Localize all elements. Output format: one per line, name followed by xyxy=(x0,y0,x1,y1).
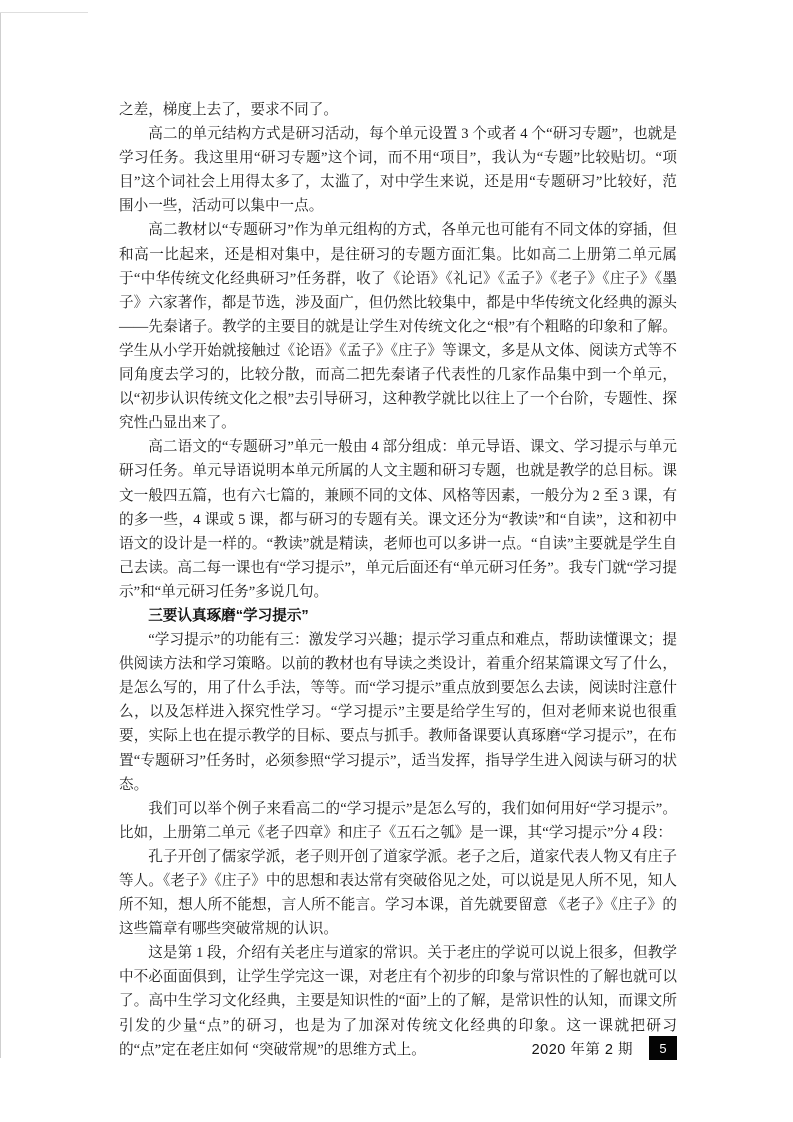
article-body xyxy=(119,98,677,1062)
page-footer xyxy=(532,1035,677,1061)
paragraph: “学习提示”的功能有三：激发学习兴趣；提示学习重点和难点，帮助读懂课文；提供阅读方法和学习策略。以前的教材也有导读之类设计，着重介绍某篇课文写了什么，是怎么写的，用了什么手法，等等。而“学习提示”重点放到要怎么去读，阅读时注意什么，以及怎样进入探究性学习。“学习提示”主要是给学生写的，但对老师来说也很重要，实际上也在提示教学的目标、要点与抓手。教师备课要认真琢磨“学习提示”，在布置“专题研习”任务时，必须参照“学习提示”，适当发挥，指导学生进入阅读与研习的状态。 xyxy=(119,632,677,793)
paragraph: 我们可以举个例子来看高二的“学习提示”是怎么写的，我们如何用好“学习提示”。比如，上册第二单元《老子四章》和庄子《五石之瓠》是一课，其“学习提示”分 4 段： xyxy=(119,800,677,841)
paragraph: 之差，梯度上去了，要求不同了。 xyxy=(119,102,338,118)
page-edge-line-left xyxy=(0,12,1,1058)
paragraph: 高二语文的“专题研习”单元一般由 4 部分组成：单元导语、课文、学习提示与单元研习任务。单元导语说明本单元所属的人文主题和研习专题，也就是教学的总目标。课文一般四五篇，也有六七篇的，兼顾不同的文体、风格等因素，一般分为 2 至 3 课，有的多一些，4 课或 5 课，都与研习的专题有关。课文还分为“教读”和“自读”，这和初中语文的设计是一样的。“教读”就是精读，老师也可以多讲一点。“自读”主要就是学生自己去读。高二每一课也有“学习提示”，单元后面还有“单元研习任务”。我专门就“学习提示”和“单元研习任务”多说几句。 xyxy=(119,439,677,600)
page-number-badge: 5 xyxy=(649,1036,677,1060)
section-heading: 三要认真琢磨“学习提示” xyxy=(148,607,309,624)
page-edge-line-top xyxy=(0,12,88,13)
paragraph: 高二的单元结构方式是研习活动，每个单元设置 3 个或者 4 个“研习专题”，也就是学习任务。我这里用“研习专题”这个词，而不用“项目”，我认为“专题”比较贴切。“项目”这个词社会上用得太多了，太滥了，对中学生来说，还是用“专题研习”比较好，范围小一些，活动可以集中一点。 xyxy=(119,126,677,215)
paragraph: 这是第 1 段，介绍有关老庄与道家的常识。关于老庄的学说可以说上很多，但教学中不必面面俱到，让学生学完这一课，对老庄有个初步的印象与常识性的了解也就可以了。高中生学习文化经典，主要是知识性的“面”上的了解，是常识性的认知，而课文所引发的少量“点”的研习，也是为了加深对传统文化经典的印象。这一课就把研习的“点”定在老庄如何 “突破常规”的思维方式上。 xyxy=(119,945,677,1058)
issue-label: 2020 年第 2 期 xyxy=(531,1041,633,1058)
paragraph: 高二教材以“专题研习”作为单元组构的方式，各单元也可能有不同文体的穿插，但和高一比起来，还是相对集中，是往研习的专题方面汇集。比如高二上册第二单元属于“中华传统文化经典研习”任务群，收了《论语》《礼记》《孟子》《老子》《庄子》《墨子》六家著作，都是节选，涉及面广，但仍然比较集中，都是中华传统文化经典的源头——先秦诸子。教学的主要目的就是让学生对传统文化之“根”有个粗略的印象和了解。学生从小学开始就接触过《论语》《孟子》《庄子》等课文，多是从文体、阅读方式等不同角度去学习的，比较分散，而高二把先秦诸子代表性的几家作品集中到一个单元，以“初步认识传统文化之根”去引导研习，这种教学就比以往上了一个台阶，专题性、探究性凸显出来了。 xyxy=(119,222,677,432)
paragraph: 孔子开创了儒家学派，老子则开创了道家学派。老子之后，道家代表人物又有庄子等人。《老子》《庄子》中的思想和表达常有突破俗见之处，可以说是见人所不见，知人所不知，想人所不能想，言人所不能言。学习本课，首先就要留意 《老子》《庄子》的这些篇章有哪些突破常规的认识。 xyxy=(119,848,677,938)
